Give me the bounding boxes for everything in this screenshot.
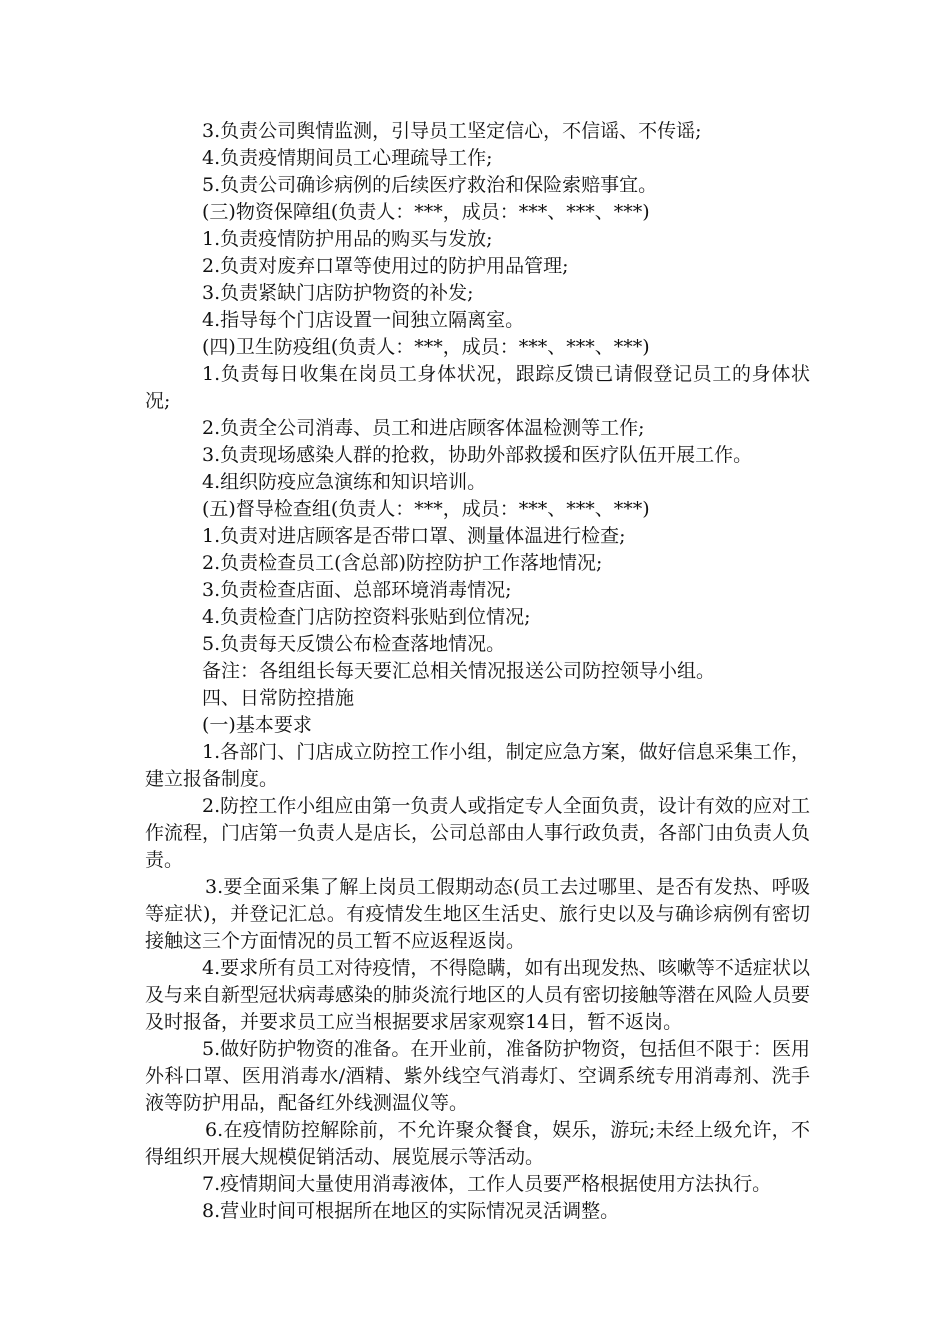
paragraph: 2.负责对废弃口罩等使用过的防护用品管理; [202,255,569,277]
paragraph: 4.指导每个门店设置一间独立隔离室。 [202,309,525,331]
paragraph: 7.疫情期间大量使用消毒液体，工作人员要严格根据使用方法执行。 [202,1173,772,1195]
paragraph: 3.负责现场感染人群的抢救，协助外部救援和医疗队伍开展工作。 [202,444,753,466]
section-heading: (四)卫生防疫组(负责人：***，成员：***、***、***) [202,336,650,358]
paragraph: 2.负责检查员工(含总部)防控防护工作落地情况; [202,552,603,574]
note-paragraph: 备注：各组组长每天要汇总相关情况报送公司防控领导小组。 [202,660,716,682]
paragraph: 1.负责对进店顾客是否带口罩、测量体温进行检查; [202,525,626,547]
paragraph: 2.防控工作小组应由第一负责人或指定专人全面负责，设计有效的应对工作流程，门店第一负责人是店长，公司总部由人事行政负责，各部门由负责人负责。 [145,795,811,871]
paragraph: 5.做好防护物资的准备。在开业前，准备防护物资，包括但不限于：医用外科口罩、医用消毒水/酒精、紫外线空气消毒灯、空调系统专用消毒剂、洗手液等防护用品，配备红外线测温仪等。 [145,1038,810,1114]
paragraph: 8.营业时间可根据所在地区的实际情况灵活调整。 [202,1200,620,1222]
paragraph: 4.组织防疫应急演练和知识培训。 [202,471,487,493]
paragraph: 5.负责公司确诊病例的后续医疗救治和保险索赔事宜。 [202,174,658,196]
paragraph: 1.各部门、门店成立防控工作小组，制定应急方案，做好信息采集工作，建立报备制度。 [145,741,810,790]
section-heading: (五)督导检查组(负责人：***，成员：***、***、***) [202,498,650,520]
section-heading: (一)基本要求 [202,714,312,736]
paragraph: 5.负责每天反馈公布检查落地情况。 [202,633,506,655]
paragraph: 3.要全面采集了解上岗员工假期动态(员工去过哪里、是否有发热、呼吸等症状)，并登记汇总。有疫情发生地区生活史、旅行史以及与确诊病例有密切接触这三个方面情况的员工暂不应返程返岗。 [145,876,810,952]
document-body [145,118,810,1225]
chapter-heading: 四、日常防控措施 [202,687,355,709]
paragraph: 3.负责检查店面、总部环境消毒情况; [202,579,512,601]
paragraph: 4.负责疫情期间员工心理疏导工作; [202,147,493,169]
paragraph: 3.负责紧缺门店防护物资的补发; [202,282,474,304]
paragraph: 4.要求所有员工对待疫情，不得隐瞒，如有出现发热、咳嗽等不适症状以及与来自新型冠状病毒感染的肺炎流行地区的人员有密切接触等潜在风险人员要及时报备，并要求员工应当根据要求居家观察14日，暂不返岗。 [145,957,811,1033]
paragraph: 2.负责全公司消毒、员工和进店顾客体温检测等工作; [202,417,645,439]
paragraph: 3.负责公司舆情监测，引导员工坚定信心，不信谣、不传谣; [202,120,702,142]
paragraph: 1.负责疫情防护用品的购买与发放; [202,228,493,250]
section-heading: (三)物资保障组(负责人：***，成员：***、***、***) [202,201,650,223]
paragraph: 4.负责检查门店防控资料张贴到位情况; [202,606,531,628]
paragraph: 6.在疫情防控解除前，不允许聚众餐食，娱乐，游玩;未经上级允许，不得组织开展大规模促销活动、展览展示等活动。 [145,1119,810,1168]
paragraph: 1.负责每日收集在岗员工身体状况，跟踪反馈已请假登记员工的身体状况; [145,363,810,412]
